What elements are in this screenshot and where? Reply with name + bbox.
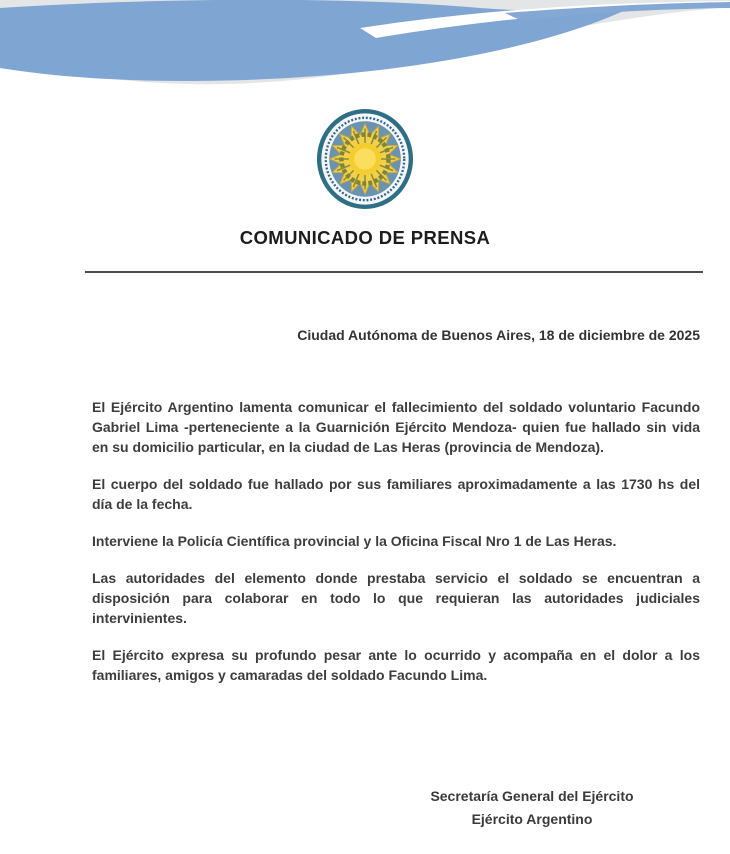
signature-block (392, 785, 672, 831)
signature-office: Secretaría General del Ejército (430, 788, 634, 804)
page-title: COMUNICADO DE PRENSA (239, 227, 491, 248)
paragraphs-block (92, 397, 700, 685)
ejercito-argentino-seal-icon (315, 108, 415, 210)
header-wave-graphic (0, 0, 730, 108)
document-body (0, 327, 730, 685)
paragraph-authorities-intervening: Interviene la Policía Científica provincial y la Oficina Fiscal Nro 1 de Las Heras. (92, 533, 617, 549)
dateline: Ciudad Autónoma de Buenos Aires, 18 de diciembre de 2025 (297, 327, 700, 343)
signature-institution: Ejército Argentino (471, 811, 593, 827)
paragraph-unit-cooperation: Las autoridades del elemento donde prestaba servicio el soldado se encuentran a disposición para colaborar en todo lo que requieran las autoridades judiciales intervinientes. (92, 570, 700, 626)
paragraph-announcement: El Ejército Argentino lamenta comunicar el fallecimiento del soldado voluntario Facundo Gabriel Lima -perteneciente a la Guarnición Ejército Mendoza- quien fue hallado sin vida en su domicilio particular, en la ciudad de Las Heras (provincia de Mendoza). (92, 399, 700, 455)
paragraph-body-found: El cuerpo del soldado fue hallado por sus familiares aproximadamente a las 1730 hs del día de la fecha. (92, 476, 700, 512)
title-divider-line (85, 271, 703, 273)
paragraph-condolences: El Ejército expresa su profundo pesar ante lo ocurrido y acompaña en el dolor a los familiares, amigos y camaradas del soldado Facundo Lima. (92, 647, 700, 683)
